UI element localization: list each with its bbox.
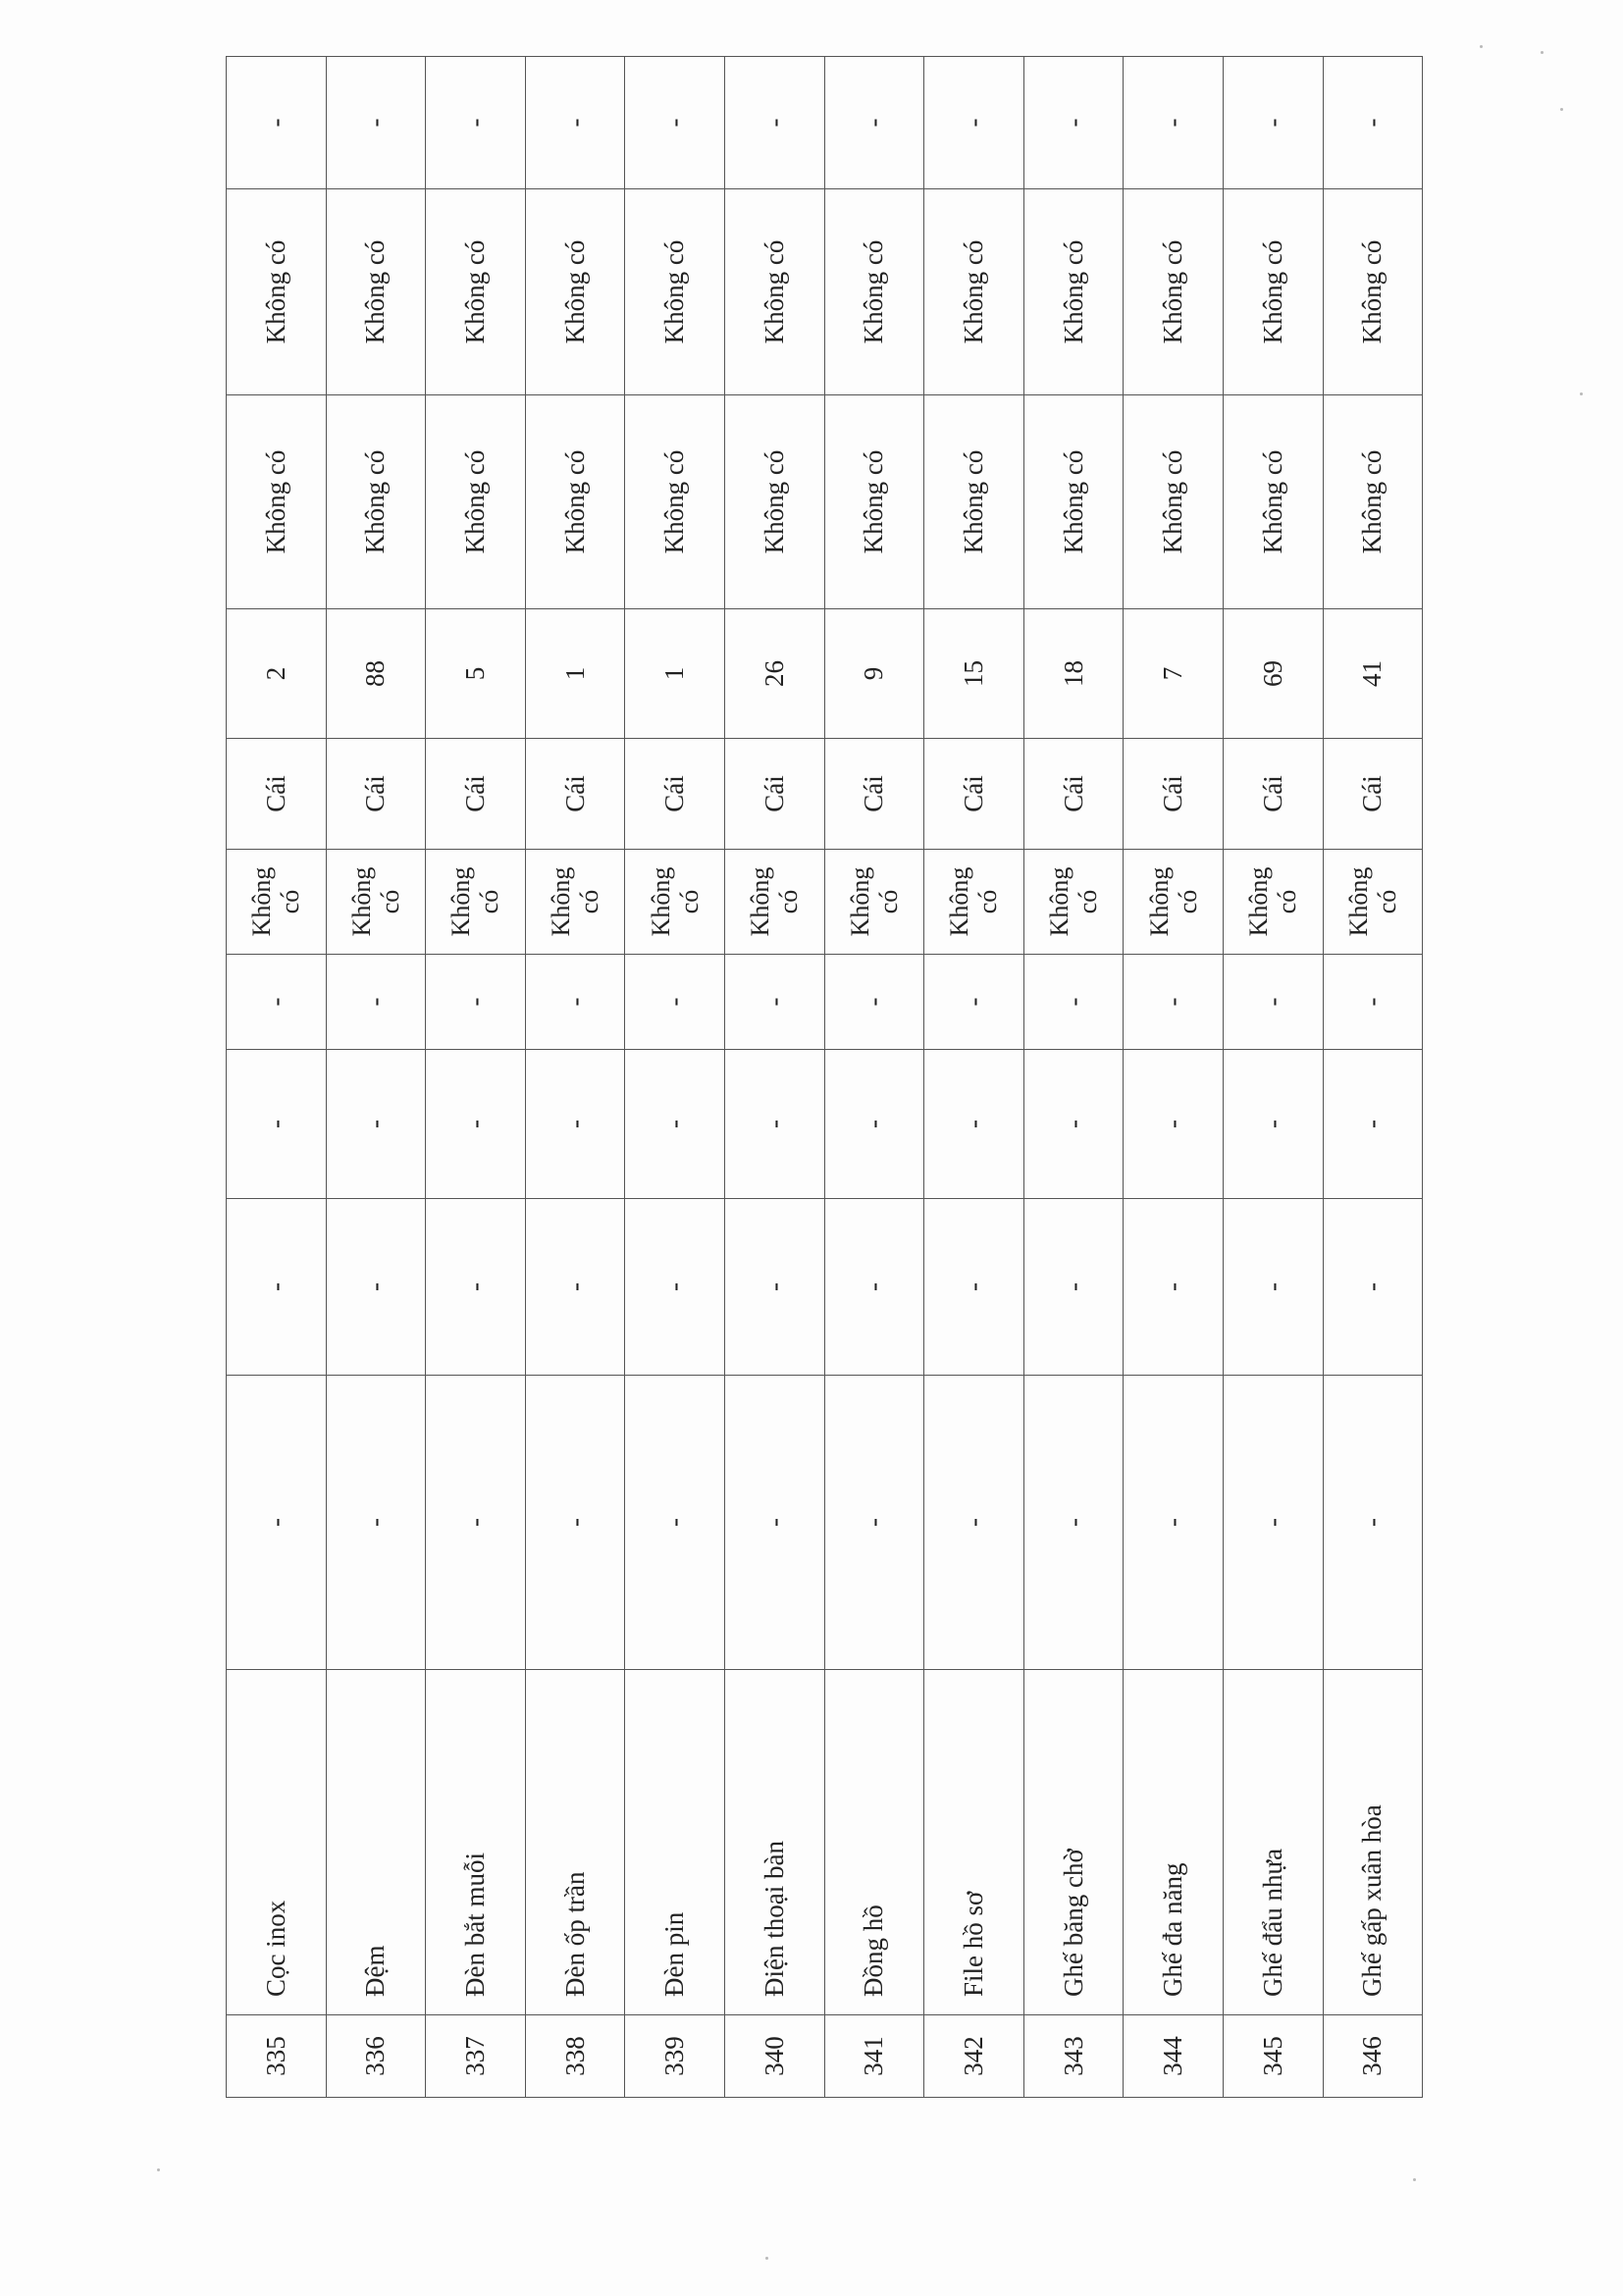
cell-col3: - [625,1376,725,1670]
cell-col12: - [326,57,426,189]
cell-quantity: 15 [924,609,1024,739]
cell-col6: - [824,955,924,1050]
cell-col11: Không có [824,189,924,395]
cell-col4: - [625,1199,725,1376]
scan-speck [1480,45,1483,48]
cell-col7: Không có [1323,850,1423,955]
cell-col3: - [824,1376,924,1670]
cell-col10: Không có [426,395,526,609]
cell-col5: - [1124,1050,1224,1199]
cell-col7: Không có [1023,850,1124,955]
cell-col11: Không có [525,189,625,395]
cell-item-name: Ghế gấp xuân hòa [1323,1670,1423,2015]
cell-item-name: Đồng hồ [824,1670,924,2015]
table-row [1124,57,1224,2098]
cell-col6: - [625,955,725,1050]
cell-col4: - [1323,1199,1423,1376]
cell-stt: 336 [326,2015,426,2098]
cell-item-name: Ghế đẩu nhựa [1223,1670,1323,2015]
cell-quantity: 7 [1124,609,1224,739]
cell-unit: Cái [1023,739,1124,850]
cell-col6: - [924,955,1024,1050]
cell-stt: 338 [525,2015,625,2098]
cell-quantity: 9 [824,609,924,739]
cell-col10: Không có [326,395,426,609]
table-row [824,57,924,2098]
table-row [326,57,426,2098]
cell-item-name: Đèn ốp trần [525,1670,625,2015]
cell-col3: - [426,1376,526,1670]
cell-unit: Cái [924,739,1024,850]
cell-stt: 340 [724,2015,824,2098]
cell-col7: Không có [1223,850,1323,955]
cell-quantity: 26 [724,609,824,739]
cell-stt: 343 [1023,2015,1124,2098]
inventory-table [226,56,1423,2098]
cell-stt: 339 [625,2015,725,2098]
cell-col7: Không có [724,850,824,955]
cell-col5: - [824,1050,924,1199]
cell-unit: Cái [426,739,526,850]
cell-col3: - [1223,1376,1323,1670]
cell-col6: - [525,955,625,1050]
cell-unit: Cái [1124,739,1224,850]
cell-col10: Không có [1223,395,1323,609]
cell-col4: - [426,1199,526,1376]
cell-stt: 344 [1124,2015,1224,2098]
cell-col5: - [525,1050,625,1199]
cell-col3: - [724,1376,824,1670]
cell-stt: 337 [426,2015,526,2098]
cell-col7: Không có [326,850,426,955]
cell-col4: - [924,1199,1024,1376]
cell-col11: Không có [1124,189,1224,395]
cell-quantity: 2 [227,609,327,739]
cell-col3: - [227,1376,327,1670]
cell-col6: - [724,955,824,1050]
cell-col12: - [724,57,824,189]
cell-col11: Không có [724,189,824,395]
cell-col4: - [824,1199,924,1376]
cell-col3: - [326,1376,426,1670]
cell-col10: Không có [525,395,625,609]
cell-unit: Cái [227,739,327,850]
cell-col6: - [1223,955,1323,1050]
scan-speck [765,2257,768,2260]
table-row [924,57,1024,2098]
cell-col4: - [1124,1199,1224,1376]
cell-item-name: Ghế đa năng [1124,1670,1224,2015]
cell-col10: Không có [724,395,824,609]
cell-col4: - [326,1199,426,1376]
cell-col3: - [1023,1376,1124,1670]
cell-col7: Không có [1124,850,1224,955]
scan-speck [157,2168,160,2171]
cell-quantity: 1 [625,609,725,739]
cell-col12: - [1124,57,1224,189]
cell-col12: - [924,57,1024,189]
cell-col5: - [326,1050,426,1199]
scan-speck [1580,392,1583,395]
cell-col6: - [326,955,426,1050]
cell-col10: Không có [1323,395,1423,609]
cell-item-name: Đèn bắt muỗi [426,1670,526,2015]
cell-col7: Không có [525,850,625,955]
table-row [426,57,526,2098]
cell-quantity: 41 [1323,609,1423,739]
cell-col5: - [1323,1050,1423,1199]
cell-unit: Cái [824,739,924,850]
scan-speck [1560,108,1563,111]
cell-quantity: 5 [426,609,526,739]
cell-col12: - [227,57,327,189]
cell-item-name: Cọc inox [227,1670,327,2015]
rotated-table-frame [226,57,1423,2098]
table-row [525,57,625,2098]
cell-item-name: Đệm [326,1670,426,2015]
cell-item-name: Đèn pin [625,1670,725,2015]
cell-col5: - [426,1050,526,1199]
table-body [227,57,1423,2098]
cell-col5: - [1023,1050,1124,1199]
cell-col11: Không có [426,189,526,395]
cell-col12: - [625,57,725,189]
cell-col6: - [1023,955,1124,1050]
cell-col4: - [1223,1199,1323,1376]
cell-col12: - [1023,57,1124,189]
cell-col3: - [924,1376,1024,1670]
cell-col7: Không có [227,850,327,955]
cell-col4: - [1023,1199,1124,1376]
table-row [1323,57,1423,2098]
cell-unit: Cái [625,739,725,850]
table-row [227,57,327,2098]
cell-col11: Không có [326,189,426,395]
cell-item-name: Điện thoại bàn [724,1670,824,2015]
cell-col7: Không có [924,850,1024,955]
cell-col3: - [525,1376,625,1670]
cell-col10: Không có [1023,395,1124,609]
cell-col12: - [1323,57,1423,189]
cell-col6: - [426,955,526,1050]
cell-col5: - [625,1050,725,1199]
cell-col12: - [426,57,526,189]
cell-col11: Không có [1223,189,1323,395]
cell-col11: Không có [1023,189,1124,395]
cell-stt: 341 [824,2015,924,2098]
cell-col10: Không có [625,395,725,609]
cell-col7: Không có [625,850,725,955]
cell-col4: - [227,1199,327,1376]
cell-col4: - [525,1199,625,1376]
cell-item-name: Ghế băng chờ [1023,1670,1124,2015]
cell-quantity: 69 [1223,609,1323,739]
cell-quantity: 1 [525,609,625,739]
cell-unit: Cái [1223,739,1323,850]
cell-col5: - [924,1050,1024,1199]
cell-col11: Không có [625,189,725,395]
table-row [724,57,824,2098]
cell-stt: 335 [227,2015,327,2098]
cell-item-name: File hồ sơ [924,1670,1024,2015]
cell-col5: - [1223,1050,1323,1199]
table-row [1023,57,1124,2098]
cell-col7: Không có [426,850,526,955]
cell-col7: Không có [824,850,924,955]
cell-unit: Cái [724,739,824,850]
cell-col12: - [1223,57,1323,189]
cell-col10: Không có [1124,395,1224,609]
cell-col4: - [724,1199,824,1376]
cell-col5: - [227,1050,327,1199]
cell-col10: Không có [227,395,327,609]
cell-unit: Cái [326,739,426,850]
cell-stt: 342 [924,2015,1024,2098]
cell-col6: - [227,955,327,1050]
cell-col10: Không có [924,395,1024,609]
cell-col3: - [1124,1376,1224,1670]
cell-quantity: 88 [326,609,426,739]
cell-stt: 345 [1223,2015,1323,2098]
cell-unit: Cái [1323,739,1423,850]
cell-quantity: 18 [1023,609,1124,739]
cell-col5: - [724,1050,824,1199]
scan-speck [1541,51,1544,54]
cell-col10: Không có [824,395,924,609]
scan-speck [1413,2178,1416,2181]
cell-col11: Không có [227,189,327,395]
cell-col6: - [1124,955,1224,1050]
cell-col11: Không có [1323,189,1423,395]
table-row [625,57,725,2098]
cell-col3: - [1323,1376,1423,1670]
cell-stt: 346 [1323,2015,1423,2098]
cell-col12: - [525,57,625,189]
cell-col12: - [824,57,924,189]
cell-unit: Cái [525,739,625,850]
cell-col11: Không có [924,189,1024,395]
table-row [1223,57,1323,2098]
cell-col6: - [1323,955,1423,1050]
